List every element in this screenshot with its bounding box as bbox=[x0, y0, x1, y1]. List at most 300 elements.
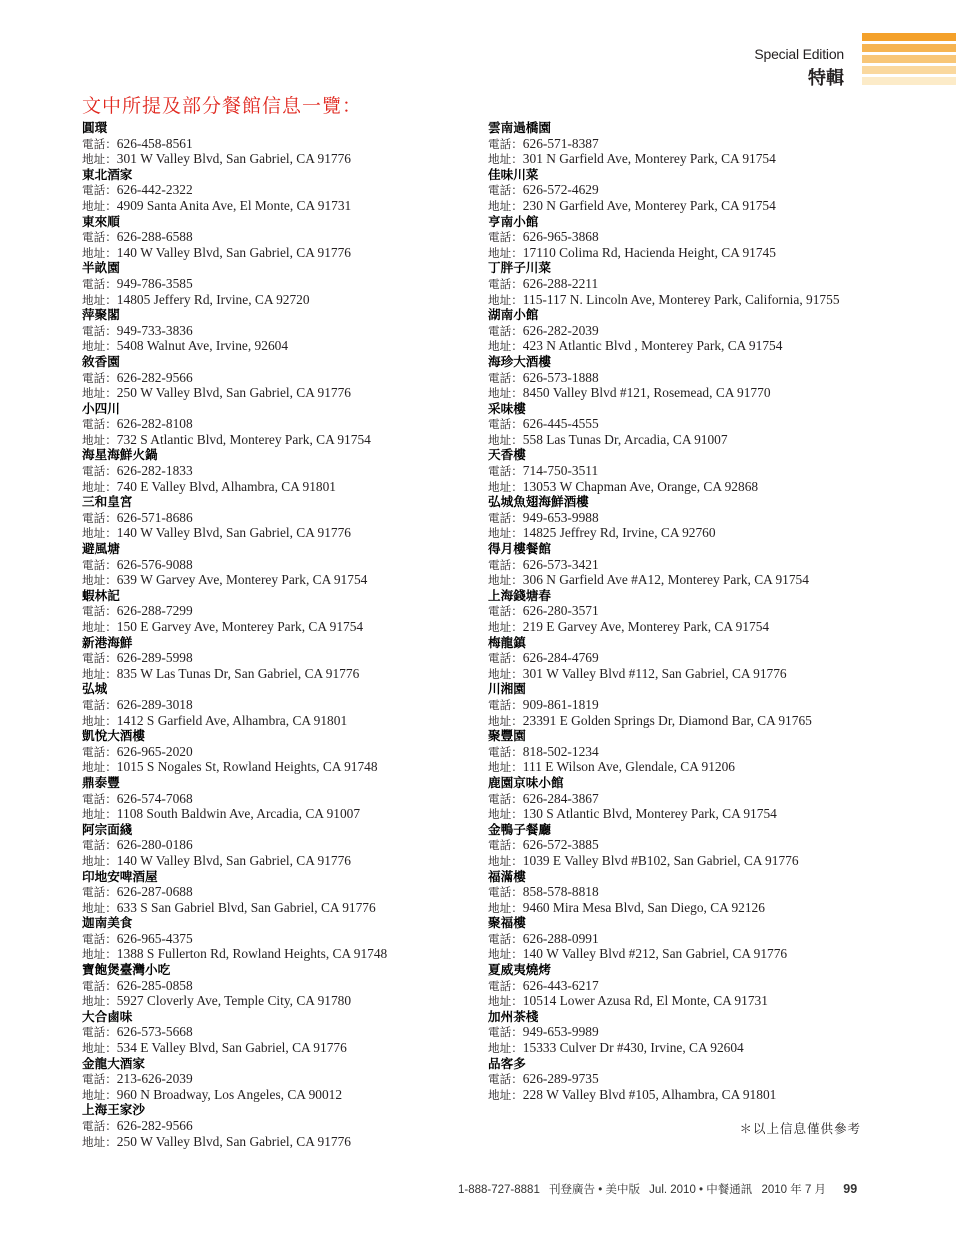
restaurant-phone-label: 電話： bbox=[82, 1072, 117, 1087]
restaurant-phone: 626-574-7068 bbox=[116, 790, 193, 806]
restaurant-phone-label: 電話： bbox=[82, 1119, 117, 1133]
restaurant-list-left-column bbox=[82, 120, 472, 1149]
restaurant-phone-label: 電話： bbox=[488, 1025, 523, 1040]
restaurant-entry bbox=[82, 822, 472, 869]
restaurant-phone: 626-289-3018 bbox=[116, 696, 193, 712]
restaurant-address-line bbox=[82, 900, 472, 916]
restaurant-address-label: 地址： bbox=[488, 339, 523, 354]
restaurant-name: 丁胖子川菜 bbox=[488, 260, 551, 276]
restaurant-address-label: 地址： bbox=[488, 713, 523, 728]
restaurant-phone-label: 電話： bbox=[82, 276, 117, 291]
restaurant-address-line bbox=[488, 525, 928, 541]
restaurant-address: 10514 Lower Azusa Rd, El Monte, CA 91731 bbox=[522, 993, 768, 1009]
restaurant-phone-label: 電話： bbox=[82, 931, 117, 946]
restaurant-name: 金鴨子餐廳 bbox=[488, 821, 551, 837]
restaurant-address-line bbox=[82, 245, 472, 261]
restaurant-phone: 626-285-0858 bbox=[116, 977, 193, 993]
restaurant-address-label: 地址： bbox=[82, 526, 117, 541]
restaurant-phone: 626-458-8561 bbox=[116, 135, 193, 151]
restaurant-address-label: 地址： bbox=[82, 245, 117, 260]
restaurant-entry bbox=[488, 447, 928, 494]
restaurant-address-label: 地址： bbox=[488, 152, 523, 167]
restaurant-phone-line bbox=[82, 978, 472, 994]
restaurant-address-line bbox=[488, 151, 928, 167]
restaurant-phone: 858-578-8818 bbox=[522, 884, 599, 900]
restaurant-address-line bbox=[488, 900, 928, 916]
restaurant-phone-line bbox=[488, 276, 928, 292]
restaurant-phone: 714-750-3511 bbox=[522, 463, 599, 479]
restaurant-name: 上海王家沙 bbox=[82, 1102, 145, 1118]
restaurant-phone-label: 電話： bbox=[488, 791, 523, 806]
restaurant-address-line bbox=[488, 853, 928, 869]
restaurant-name: 弘城 bbox=[82, 681, 108, 697]
restaurant-address: 639 W Garvey Ave, Monterey Park, CA 91754 bbox=[116, 572, 368, 588]
restaurant-phone: 626-284-4769 bbox=[522, 650, 599, 666]
restaurant-phone-line bbox=[82, 463, 472, 479]
restaurant-phone-label: 電話： bbox=[82, 230, 117, 245]
restaurant-name: 天香樓 bbox=[488, 447, 526, 463]
restaurant-phone: 626-287-0688 bbox=[116, 884, 193, 900]
header-stripes bbox=[862, 33, 956, 88]
restaurant-entry bbox=[488, 260, 928, 307]
restaurant-address: 130 S Atlantic Blvd, Monterey Park, CA 91754 bbox=[522, 806, 777, 822]
restaurant-address-line bbox=[488, 619, 928, 635]
restaurant-address: 835 W Las Tunas Dr, San Gabriel, CA 91776 bbox=[116, 665, 360, 681]
restaurant-name: 海珍大酒樓 bbox=[488, 353, 551, 369]
restaurant-phone-label: 電話： bbox=[488, 885, 523, 900]
restaurant-phone-label: 電話： bbox=[488, 183, 523, 198]
restaurant-name: 聚福樓 bbox=[488, 915, 526, 931]
page-number: 99 bbox=[843, 1182, 858, 1196]
restaurant-phone-label: 電話： bbox=[82, 651, 117, 666]
page-footer bbox=[458, 1181, 863, 1197]
restaurant-phone: 949-733-3836 bbox=[116, 322, 193, 338]
restaurant-entry bbox=[82, 1102, 472, 1149]
restaurant-name: 大合鹵味 bbox=[82, 1008, 133, 1024]
restaurant-address: 301 W Valley Blvd #112, San Gabriel, CA 91776 bbox=[522, 665, 787, 681]
restaurant-phone-line bbox=[82, 229, 472, 245]
restaurant-phone-line bbox=[488, 136, 928, 152]
restaurant-address-label: 地址： bbox=[82, 900, 117, 915]
restaurant-phone-line bbox=[488, 1071, 928, 1087]
restaurant-address-label: 地址： bbox=[488, 666, 523, 681]
restaurant-entry bbox=[488, 214, 928, 261]
restaurant-address-label: 地址： bbox=[488, 1041, 523, 1056]
restaurant-list-right-column bbox=[488, 120, 928, 1102]
restaurant-address-line bbox=[82, 806, 472, 822]
restaurant-address-label: 地址： bbox=[82, 713, 117, 728]
restaurant-name: 三和皇宮 bbox=[82, 494, 133, 510]
restaurant-address-label: 地址： bbox=[82, 1087, 117, 1102]
restaurant-list-title: 文中所提及部分餐館信息一覽： bbox=[82, 95, 363, 117]
restaurant-phone-label: 電話： bbox=[488, 557, 523, 572]
restaurant-entry bbox=[488, 401, 928, 448]
header-stripe bbox=[862, 66, 956, 74]
restaurant-name: 避風塘 bbox=[82, 541, 120, 557]
restaurant-name: 金龍大酒家 bbox=[82, 1055, 145, 1071]
restaurant-address-line bbox=[82, 759, 472, 775]
restaurant-address-line bbox=[488, 479, 928, 495]
restaurant-entry bbox=[488, 962, 928, 1009]
restaurant-address-label: 地址： bbox=[488, 245, 523, 260]
restaurant-address: 140 W Valley Blvd, San Gabriel, CA 91776 bbox=[116, 525, 351, 541]
restaurant-address-line bbox=[488, 245, 928, 261]
restaurant-entry bbox=[82, 541, 472, 588]
restaurant-address-label: 地址： bbox=[488, 807, 523, 822]
restaurant-name: 東來順 bbox=[82, 213, 120, 229]
restaurant-address: 423 N Atlantic Blvd , Monterey Park, CA 91754 bbox=[522, 338, 783, 354]
restaurant-address-label: 地址： bbox=[82, 432, 117, 447]
restaurant-name: 蝦林記 bbox=[82, 587, 120, 603]
restaurant-phone: 626-572-4629 bbox=[522, 182, 599, 198]
restaurant-address: 633 S San Gabriel Blvd, San Gabriel, CA 91776 bbox=[116, 899, 376, 915]
header-stripe bbox=[862, 33, 956, 41]
restaurant-phone-line bbox=[488, 744, 928, 760]
restaurant-phone-label: 電話： bbox=[82, 744, 117, 759]
restaurant-address-label: 地址： bbox=[82, 1041, 117, 1056]
special-edition-label: Special Edition bbox=[754, 46, 844, 62]
restaurant-phone-label: 電話： bbox=[82, 604, 117, 619]
restaurant-address: 250 W Valley Blvd, San Gabriel, CA 91776 bbox=[116, 1133, 351, 1149]
restaurant-address-label: 地址： bbox=[82, 479, 117, 494]
restaurant-phone-line bbox=[488, 603, 928, 619]
restaurant-phone-label: 電話： bbox=[82, 697, 117, 712]
restaurant-phone-line bbox=[82, 370, 472, 386]
restaurant-name: 阿宗面綫 bbox=[82, 821, 133, 837]
restaurant-phone: 626-280-0186 bbox=[116, 837, 193, 853]
restaurant-address-line bbox=[82, 198, 472, 214]
restaurant-phone: 626-965-4375 bbox=[116, 930, 193, 946]
footer-ad-text: 刊登廣告 • 美中版 bbox=[549, 1184, 640, 1196]
restaurant-address: 17110 Colima Rd, Hacienda Height, CA 91745 bbox=[522, 244, 776, 260]
restaurant-name: 半畝園 bbox=[82, 260, 120, 276]
restaurant-phone-line bbox=[82, 650, 472, 666]
restaurant-phone: 626-289-9735 bbox=[522, 1071, 599, 1087]
restaurant-entry bbox=[82, 1009, 472, 1056]
restaurant-address-label: 地址： bbox=[82, 152, 117, 167]
header-stripe bbox=[862, 44, 956, 52]
restaurant-address: 140 W Valley Blvd, San Gabriel, CA 91776 bbox=[116, 244, 351, 260]
restaurant-name: 采味樓 bbox=[488, 400, 526, 416]
restaurant-address-label: 地址： bbox=[488, 1087, 523, 1102]
restaurant-address: 140 W Valley Blvd, San Gabriel, CA 91776 bbox=[116, 852, 351, 868]
restaurant-entry bbox=[82, 681, 472, 728]
restaurant-phone-label: 電話： bbox=[488, 136, 523, 151]
restaurant-address-line bbox=[82, 993, 472, 1009]
restaurant-phone-line bbox=[82, 1024, 472, 1040]
restaurant-phone: 626-289-5998 bbox=[116, 650, 193, 666]
restaurant-phone-line bbox=[488, 510, 928, 526]
restaurant-address: 9460 Mira Mesa Blvd, San Diego, CA 92126 bbox=[522, 899, 765, 915]
restaurant-phone: 626-282-9566 bbox=[116, 1118, 193, 1133]
restaurant-name: 福滿樓 bbox=[488, 868, 526, 884]
restaurant-phone-line bbox=[82, 510, 472, 526]
restaurant-phone: 949-786-3585 bbox=[116, 275, 193, 291]
restaurant-address-line bbox=[82, 151, 472, 167]
restaurant-address: 1388 S Fullerton Rd, Rowland Heights, CA 91748 bbox=[116, 946, 388, 962]
restaurant-phone: 626-282-8108 bbox=[116, 416, 193, 432]
restaurant-name: 迦南美食 bbox=[82, 915, 133, 931]
restaurant-address: 1015 S Nogales St, Rowland Heights, CA 91748 bbox=[116, 759, 378, 775]
restaurant-name: 東北酒家 bbox=[82, 166, 133, 182]
restaurant-phone-line bbox=[82, 884, 472, 900]
restaurant-address: 14805 Jeffery Rd, Irvine, CA 92720 bbox=[116, 291, 310, 307]
restaurant-address-label: 地址： bbox=[82, 292, 117, 307]
special-edition-chinese-label: 特輯 bbox=[808, 68, 844, 89]
restaurant-name: 小四川 bbox=[82, 400, 120, 416]
restaurant-address: 960 N Broadway, Los Angeles, CA 90012 bbox=[116, 1086, 343, 1102]
restaurant-phone-label: 電話： bbox=[488, 931, 523, 946]
restaurant-entry bbox=[488, 635, 928, 682]
restaurant-name: 圓環 bbox=[82, 120, 108, 135]
restaurant-entry bbox=[488, 728, 928, 775]
restaurant-phone-line bbox=[82, 416, 472, 432]
restaurant-name: 川湘園 bbox=[488, 681, 526, 697]
restaurant-phone-line bbox=[82, 1118, 472, 1134]
restaurant-address-label: 地址： bbox=[488, 900, 523, 915]
restaurant-phone-label: 電話： bbox=[82, 183, 117, 198]
restaurant-phone-line bbox=[488, 697, 928, 713]
restaurant-entry bbox=[82, 728, 472, 775]
restaurant-address-label: 地址： bbox=[488, 853, 523, 868]
restaurant-entry bbox=[82, 354, 472, 401]
restaurant-phone-line bbox=[488, 182, 928, 198]
restaurant-name: 鹿園京味小館 bbox=[488, 774, 564, 790]
restaurant-phone: 818-502-1234 bbox=[522, 743, 599, 759]
restaurant-address-label: 地址： bbox=[488, 526, 523, 541]
restaurant-address-line bbox=[82, 525, 472, 541]
restaurant-entry bbox=[82, 588, 472, 635]
restaurant-phone-label: 電話： bbox=[82, 978, 117, 993]
restaurant-phone: 626-282-9566 bbox=[116, 369, 193, 385]
restaurant-address-line bbox=[488, 198, 928, 214]
restaurant-address: 5408 Walnut Ave, Irvine, 92604 bbox=[116, 338, 289, 354]
restaurant-name: 萍聚閣 bbox=[82, 307, 120, 323]
restaurant-phone-line bbox=[82, 182, 472, 198]
restaurant-address-label: 地址： bbox=[82, 994, 117, 1009]
restaurant-name: 加州茶棧 bbox=[488, 1008, 539, 1024]
restaurant-address-label: 地址： bbox=[488, 994, 523, 1009]
restaurant-address-line bbox=[82, 1134, 472, 1150]
restaurant-address: 4909 Santa Anita Ave, El Monte, CA 91731 bbox=[116, 197, 352, 213]
disclaimer-note: ＊以上信息僅供參考 bbox=[739, 1121, 861, 1136]
restaurant-entry bbox=[82, 307, 472, 354]
restaurant-entry bbox=[82, 1056, 472, 1103]
restaurant-name: 上海錢塘春 bbox=[488, 587, 551, 603]
restaurant-phone-label: 電話： bbox=[82, 370, 117, 385]
restaurant-phone-line bbox=[82, 1071, 472, 1087]
restaurant-phone-label: 電話： bbox=[488, 978, 523, 993]
restaurant-address: 23391 E Golden Springs Dr, Diamond Bar, CA 91765 bbox=[522, 712, 812, 728]
restaurant-address-label: 地址： bbox=[82, 760, 117, 775]
restaurant-phone-line bbox=[82, 744, 472, 760]
restaurant-name: 亨南小館 bbox=[488, 213, 539, 229]
restaurant-phone-line bbox=[488, 837, 928, 853]
restaurant-address: 250 W Valley Blvd, San Gabriel, CA 91776 bbox=[116, 385, 351, 401]
restaurant-name: 敘香園 bbox=[82, 353, 120, 369]
restaurant-address-label: 地址： bbox=[82, 573, 117, 588]
restaurant-phone-label: 電話： bbox=[82, 417, 117, 432]
restaurant-entry bbox=[488, 1009, 928, 1056]
restaurant-address-label: 地址： bbox=[488, 479, 523, 494]
restaurant-phone: 626-573-3421 bbox=[522, 556, 599, 572]
restaurant-name: 得月樓餐館 bbox=[488, 541, 551, 557]
restaurant-address: 13053 W Chapman Ave, Orange, CA 92868 bbox=[522, 478, 759, 494]
restaurant-address-label: 地址： bbox=[82, 947, 117, 962]
restaurant-address: 15333 Culver Dr #430, Irvine, CA 92604 bbox=[522, 1040, 744, 1056]
restaurant-phone-label: 電話： bbox=[488, 1072, 523, 1087]
restaurant-phone: 626-288-0991 bbox=[522, 930, 599, 946]
restaurant-phone-label: 電話： bbox=[488, 651, 523, 666]
restaurant-name: 湖南小館 bbox=[488, 307, 539, 323]
restaurant-entry bbox=[82, 869, 472, 916]
restaurant-phone: 626-571-8686 bbox=[116, 509, 193, 525]
restaurant-address-line bbox=[488, 1040, 928, 1056]
restaurant-name: 印地安啤酒屋 bbox=[82, 868, 158, 884]
restaurant-entry bbox=[488, 822, 928, 869]
restaurant-address-label: 地址： bbox=[488, 573, 523, 588]
restaurant-address-label: 地址： bbox=[488, 292, 523, 307]
restaurant-phone-label: 電話： bbox=[488, 464, 523, 479]
restaurant-entry bbox=[82, 401, 472, 448]
restaurant-address: 8450 Valley Blvd #121, Rosemead, CA 91770 bbox=[522, 385, 771, 401]
restaurant-address-line bbox=[82, 1040, 472, 1056]
header-stripe bbox=[862, 55, 956, 63]
restaurant-entry bbox=[82, 167, 472, 214]
restaurant-phone-line bbox=[488, 884, 928, 900]
restaurant-phone-label: 電話： bbox=[488, 323, 523, 338]
restaurant-phone-label: 電話： bbox=[82, 557, 117, 572]
restaurant-entry bbox=[488, 167, 928, 214]
restaurant-phone-line bbox=[488, 370, 928, 386]
restaurant-entry bbox=[488, 120, 928, 167]
restaurant-phone: 626-282-2039 bbox=[522, 322, 599, 338]
restaurant-name: 海星海鮮火鍋 bbox=[82, 447, 158, 463]
restaurant-phone-line bbox=[488, 791, 928, 807]
restaurant-entry bbox=[82, 494, 472, 541]
restaurant-phone: 909-861-1819 bbox=[522, 696, 599, 712]
restaurant-phone-line bbox=[82, 557, 472, 573]
restaurant-address-line bbox=[488, 666, 928, 682]
restaurant-phone: 626-445-4555 bbox=[522, 416, 599, 432]
restaurant-entry bbox=[488, 1056, 928, 1103]
restaurant-address: 732 S Atlantic Blvd, Monterey Park, CA 91754 bbox=[116, 431, 371, 447]
restaurant-phone-label: 電話： bbox=[488, 697, 523, 712]
restaurant-address-line bbox=[488, 338, 928, 354]
restaurant-address-label: 地址： bbox=[82, 807, 117, 822]
restaurant-phone-label: 電話： bbox=[488, 230, 523, 245]
restaurant-address: 301 W Valley Blvd, San Gabriel, CA 91776 bbox=[116, 151, 351, 167]
restaurant-phone: 626-965-2020 bbox=[116, 743, 193, 759]
restaurant-entry bbox=[488, 588, 928, 635]
restaurant-address: 1108 South Baldwin Ave, Arcadia, CA 91007 bbox=[116, 806, 361, 822]
restaurant-name: 雲南過橋園 bbox=[488, 120, 551, 135]
restaurant-address: 301 N Garfield Ave, Monterey Park, CA 91754 bbox=[522, 151, 776, 167]
restaurant-phone-line bbox=[82, 837, 472, 853]
footer-phone: 1-888-727-8881 bbox=[458, 1184, 540, 1196]
restaurant-address: 140 W Valley Blvd #212, San Gabriel, CA 91776 bbox=[522, 946, 788, 962]
restaurant-address: 111 E Wilson Ave, Glendale, CA 91206 bbox=[522, 759, 735, 775]
restaurant-phone: 626-288-6588 bbox=[116, 229, 193, 245]
header-stripe bbox=[862, 77, 956, 85]
restaurant-phone-label: 電話： bbox=[488, 370, 523, 385]
restaurant-phone-line bbox=[82, 603, 472, 619]
restaurant-address: 534 E Valley Blvd, San Gabriel, CA 91776 bbox=[116, 1040, 347, 1056]
restaurant-phone: 626-280-3571 bbox=[522, 603, 599, 619]
restaurant-phone-line bbox=[82, 697, 472, 713]
restaurant-address: 228 W Valley Blvd #105, Alhambra, CA 91801 bbox=[522, 1086, 777, 1102]
restaurant-phone: 626-573-5668 bbox=[116, 1024, 193, 1040]
restaurant-address-line bbox=[82, 666, 472, 682]
restaurant-address-line bbox=[82, 338, 472, 354]
restaurant-address-label: 地址： bbox=[488, 432, 523, 447]
restaurant-phone: 626-442-2322 bbox=[116, 182, 193, 198]
restaurant-phone-label: 電話： bbox=[82, 838, 117, 853]
restaurant-address-label: 地址： bbox=[82, 1134, 117, 1149]
restaurant-address-label: 地址： bbox=[82, 853, 117, 868]
restaurant-entry bbox=[82, 635, 472, 682]
restaurant-address-line bbox=[488, 385, 928, 401]
restaurant-address-line bbox=[82, 432, 472, 448]
restaurant-address-label: 地址： bbox=[488, 760, 523, 775]
restaurant-phone-line bbox=[488, 650, 928, 666]
restaurant-phone: 626-573-1888 bbox=[522, 369, 599, 385]
restaurant-phone-line bbox=[488, 978, 928, 994]
restaurant-address-line bbox=[82, 572, 472, 588]
restaurant-phone-label: 電話： bbox=[488, 417, 523, 432]
restaurant-phone: 213-626-2039 bbox=[116, 1071, 193, 1087]
restaurant-address: 5927 Cloverly Ave, Temple City, CA 91780 bbox=[116, 993, 352, 1009]
restaurant-address-line bbox=[488, 572, 928, 588]
restaurant-phone: 949-653-9988 bbox=[522, 509, 599, 525]
restaurant-entry bbox=[82, 915, 472, 962]
restaurant-phone: 626-288-2211 bbox=[522, 275, 599, 291]
restaurant-phone-label: 電話： bbox=[82, 510, 117, 525]
restaurant-phone: 949-653-9989 bbox=[522, 1024, 599, 1040]
restaurant-phone-line bbox=[488, 323, 928, 339]
restaurant-address-line bbox=[82, 292, 472, 308]
restaurant-phone-label: 電話： bbox=[488, 510, 523, 525]
restaurant-entry bbox=[82, 120, 472, 167]
restaurant-name: 梅龍鎮 bbox=[488, 634, 526, 650]
restaurant-address-line bbox=[488, 759, 928, 775]
restaurant-phone-line bbox=[488, 463, 928, 479]
footer-issue-zh: 2010 年 7 月 bbox=[761, 1184, 827, 1196]
restaurant-address: 115-117 N. Lincoln Ave, Monterey Park, California, 91755 bbox=[522, 291, 840, 307]
restaurant-address: 230 N Garfield Ave, Monterey Park, CA 91754 bbox=[522, 197, 776, 213]
restaurant-address-line bbox=[82, 385, 472, 401]
restaurant-name: 夏威夷燒烤 bbox=[488, 962, 551, 978]
restaurant-phone-line bbox=[82, 323, 472, 339]
restaurant-address-label: 地址： bbox=[488, 620, 523, 634]
restaurant-entry bbox=[488, 494, 928, 541]
restaurant-address-line bbox=[82, 619, 472, 635]
restaurant-address-line bbox=[488, 292, 928, 308]
restaurant-entry bbox=[488, 307, 928, 354]
restaurant-address-line bbox=[488, 993, 928, 1009]
restaurant-phone-label: 電話： bbox=[82, 323, 117, 338]
restaurant-address-label: 地址： bbox=[488, 198, 523, 213]
restaurant-address: 306 N Garfield Ave #A12, Monterey Park, CA 91754 bbox=[522, 572, 809, 588]
restaurant-address-line bbox=[488, 946, 928, 962]
restaurant-address-line bbox=[488, 1087, 928, 1103]
restaurant-address-label: 地址： bbox=[82, 386, 117, 401]
restaurant-phone: 626-284-3867 bbox=[522, 790, 599, 806]
restaurant-name: 佳味川菜 bbox=[488, 166, 539, 182]
restaurant-address-line bbox=[488, 713, 928, 729]
restaurant-phone: 626-282-1833 bbox=[116, 463, 193, 479]
restaurant-address-line bbox=[488, 432, 928, 448]
